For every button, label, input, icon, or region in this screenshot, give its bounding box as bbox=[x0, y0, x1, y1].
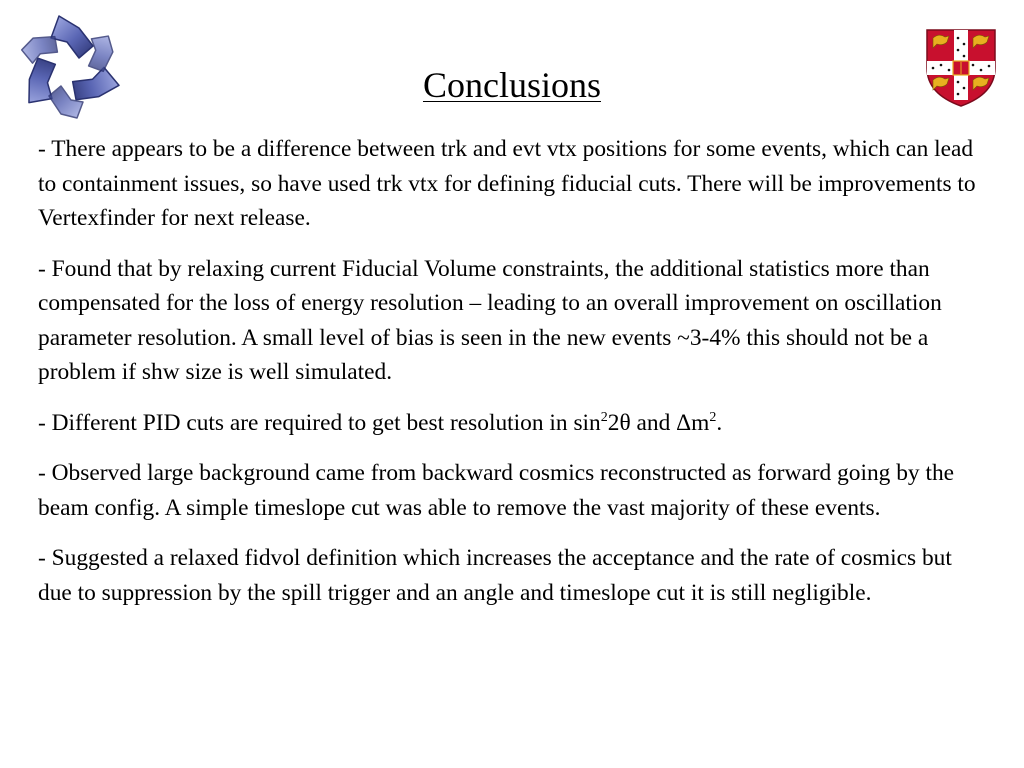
bullet-pid-cuts bbox=[38, 406, 988, 441]
bullet-pid-text-post: . bbox=[716, 409, 723, 436]
slide-title: Conclusions bbox=[422, 65, 601, 105]
bullet-pid-text-pre: - Different PID cuts are required to get best resolution in sin bbox=[38, 409, 601, 436]
bullet-pid-text-mid: 2θ and Δm bbox=[607, 409, 710, 436]
bullet-relaxed-fidvol: - Suggested a relaxed fidvol definition which increases the acceptance and the rate of cosmics but due to suppression by the spill trigger and an angle and timeslope cut it is still negligible. bbox=[38, 545, 952, 606]
superscript-2a: 2 bbox=[600, 409, 608, 425]
bullet-fiducial-volume: - Found that by relaxing current Fiducial Volume constraints, the additional statistics more than compensated for the loss of energy resolution – leading to an overall improvement on oscillation parameter resolution. A small level of bias is seen in the new events ~3-4% this should not be a problem if shw size is well simulated. bbox=[38, 255, 942, 385]
bullet-background-cosmics: - Observed large background came from backward cosmics reconstructed as forward going by the beam config. A simple timeslope cut was able to remove the vast majority of these events. bbox=[38, 460, 955, 521]
bullet-vertex-difference: - There appears to be a difference between trk and evt vtx positions for some events, which can lead to containment issues, so have used trk vtx for defining fiducial cuts. There will be improvements to Vertexfinder for next release. bbox=[38, 136, 976, 231]
superscript-2b: 2 bbox=[709, 409, 717, 425]
bullet-list bbox=[38, 132, 988, 626]
